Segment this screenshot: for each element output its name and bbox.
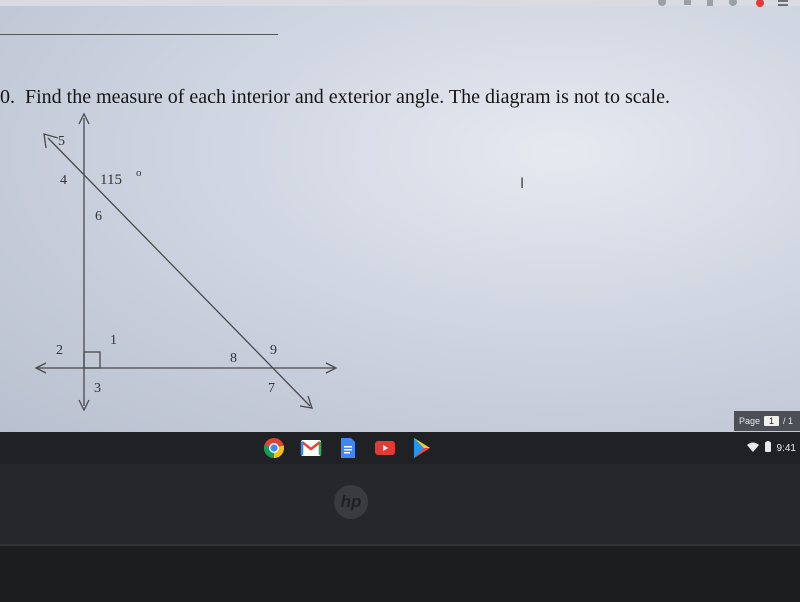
hp-logo: hp — [334, 485, 368, 519]
docs-icon[interactable] — [336, 436, 360, 460]
text-cursor-icon: I — [520, 176, 525, 192]
top-toolbar-icons — [0, 0, 800, 14]
clock: 9:41 — [776, 442, 796, 454]
page-label: Page — [739, 416, 761, 426]
degree-symbol: o — [136, 167, 142, 179]
page-indicator[interactable] — [734, 411, 800, 431]
angle-label-8: 8 — [230, 351, 237, 366]
laptop-keyboard-base — [0, 544, 800, 602]
angle-label-2: 2 — [56, 343, 63, 358]
question-number: 0. — [0, 86, 15, 108]
play-store-icon[interactable] — [410, 436, 434, 460]
angle-label-9: 9 — [270, 343, 277, 358]
angle-label-6: 6 — [95, 209, 102, 224]
laptop-bezel — [0, 464, 800, 544]
wifi-icon — [747, 442, 759, 455]
browser-top-bar — [0, 0, 800, 14]
given-angle-value: 115 — [100, 172, 122, 188]
chrome-icon[interactable] — [262, 436, 286, 460]
right-angle-marker — [84, 352, 100, 368]
chromeos-shelf — [0, 432, 800, 464]
bookmark-icon[interactable] — [707, 0, 713, 6]
answer-line — [0, 34, 278, 35]
question-text: Find the measure of each interior and exterior angle. The diagram is not to scale. — [25, 86, 670, 108]
battery-icon — [765, 441, 771, 455]
angle-label-5: 5 — [58, 134, 65, 149]
page-number-input[interactable]: 1 — [764, 416, 779, 426]
angle-label-4: 4 — [60, 173, 67, 188]
shelf-apps — [262, 432, 434, 464]
angle-label-3: 3 — [94, 381, 101, 396]
youtube-icon[interactable] — [373, 436, 397, 460]
gmail-icon[interactable] — [299, 436, 323, 460]
page-total: / 1 — [783, 416, 794, 426]
status-tray[interactable] — [747, 432, 800, 464]
angle-label-1: 1 — [110, 333, 117, 348]
transversal-line — [48, 138, 310, 406]
angle-label-7: 7 — [268, 381, 275, 396]
geometry-diagram — [0, 100, 360, 420]
puzzle-icon[interactable] — [684, 0, 691, 5]
